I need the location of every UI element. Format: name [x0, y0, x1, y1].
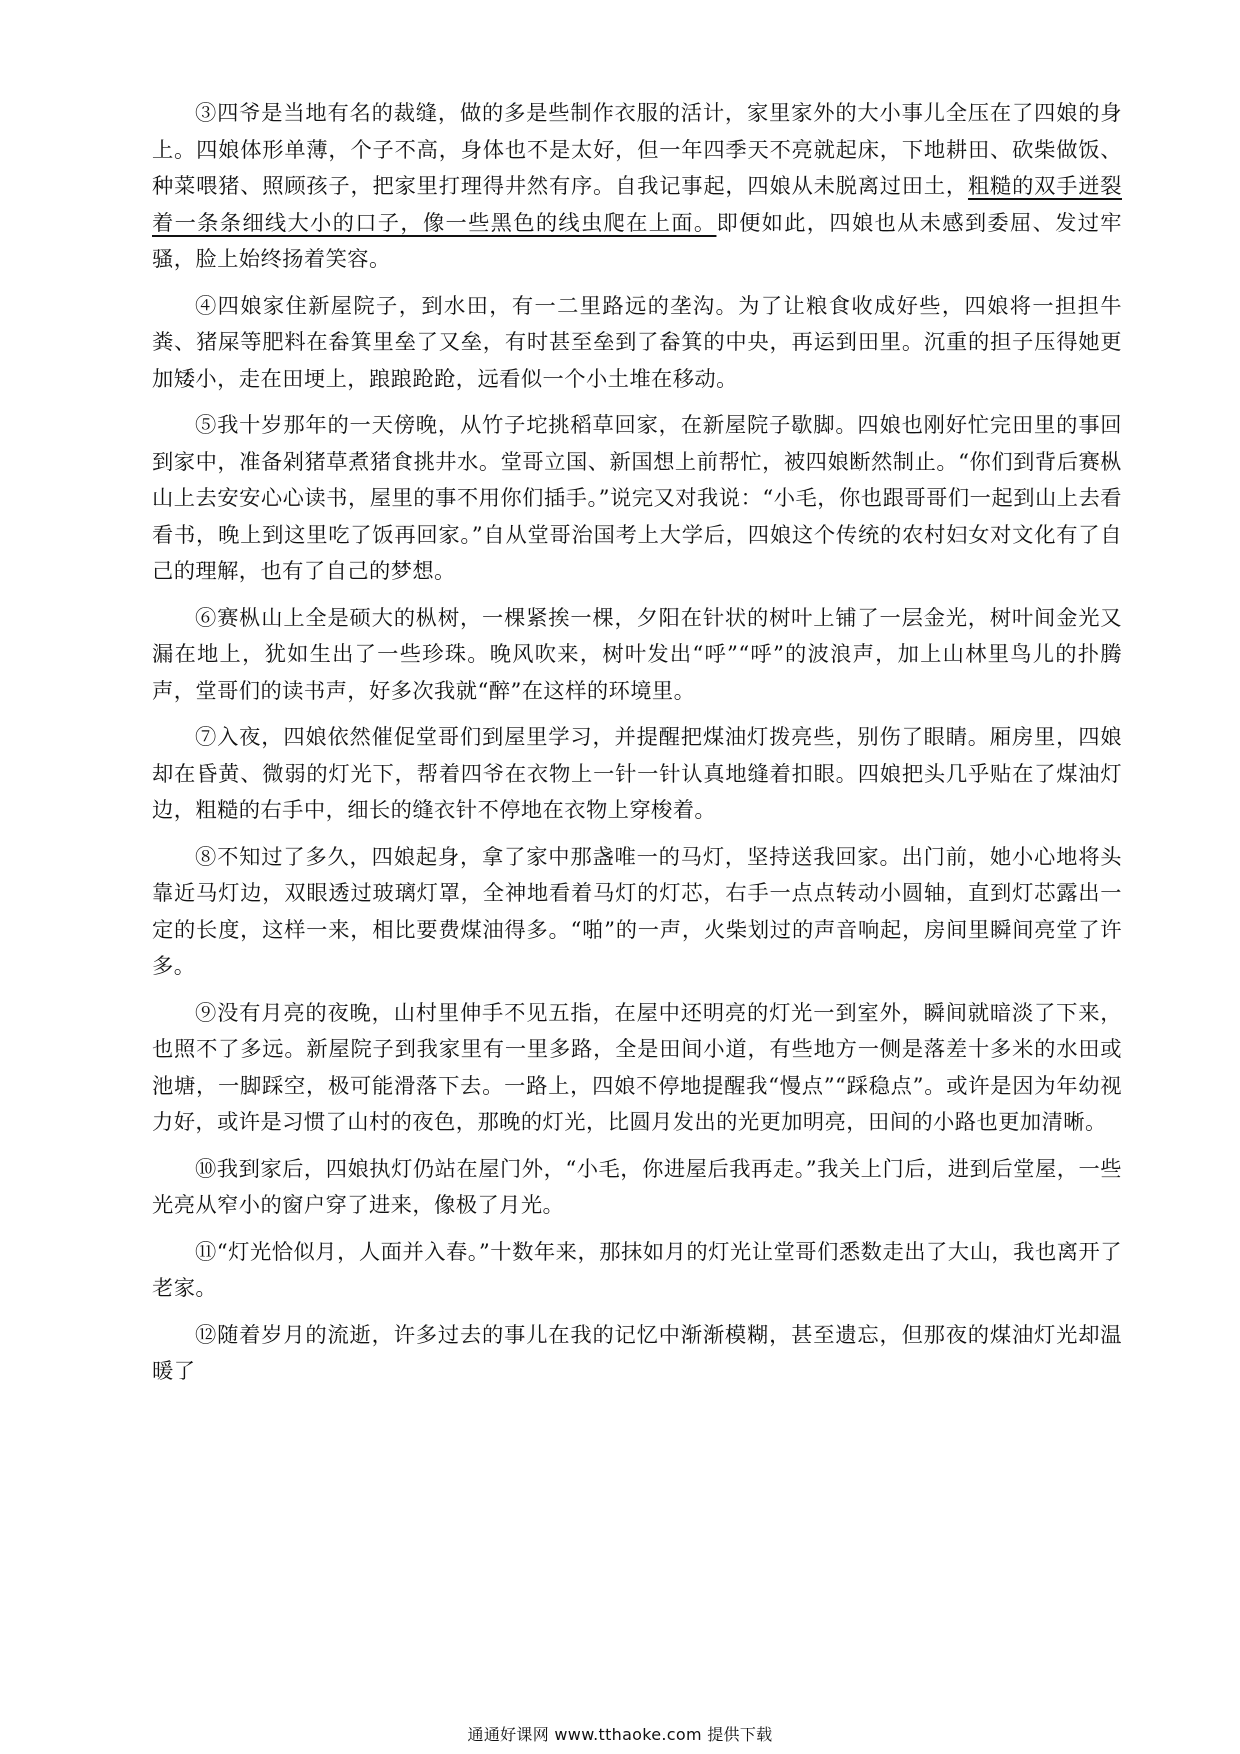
paragraph-9: ⑨没有月亮的夜晚，山村里伸手不见五指，在屋中还明亮的灯光一到室外，瞬间就暗淡了下来，也照不了多远。新屋院子到我家里有一里多路，全是田间小道，有些地方一侧是落差十多米的水田或池塘，一脚踩空，极可能滑落下去。一路上，四娘不停地提醒我“慢点”“踩稳点”。或许是因为年幼视力好，或许是习惯了山村的夜色，那晚的灯光，比圆月发出的光更加明亮，田间的小路也更加清晰。 — [152, 1000, 1122, 1135]
paragraph-3-text-before: ③四爷是当地有名的裁缝，做的多是些制作衣服的活计，家里家外的大小事儿全压在了四娘的身上。四娘体形单薄，个子不高，身体也不是太好，但一年四季天不亮就起床，下地耕田、砍柴做饭、种菜喂猪、照顾孩子，把家里打理得井然有序。自我记事起，四娘从未脱离过田土， — [152, 101, 1122, 199]
paragraph-6: ⑥赛枞山上全是硕大的枞树，一棵紧挨一棵，夕阳在针状的树叶上铺了一层金光，树叶间金光又漏在地上，犹如生出了一些珍珠。晚风吹来，树叶发出“呼”“呼”的波浪声，加上山林里鸟儿的扑腾声，堂哥们的读书声，好多次我就“醉”在这样的环境里。 — [152, 605, 1122, 704]
paragraph-8: ⑧不知过了多久，四娘起身，拿了家中那盏唯一的马灯，坚持送我回家。出门前，她小心地将头靠近马灯边，双眼透过玻璃灯罩，全神地看着马灯的灯芯，右手一点点转动小圆轴，直到灯芯露出一定的长度，这样一来，相比要费煤油得多。“啪”的一声，火柴划过的声音响起，房间里瞬间亮堂了许多。 — [152, 844, 1122, 979]
paragraph-11: ⑪“灯光恰似月，人面并入春。”十数年来，那抹如月的灯光让堂哥们悉数走出了大山，我也离开了老家。 — [152, 1239, 1122, 1301]
paragraph-10: ⑩我到家后，四娘执灯仍站在屋门外，“小毛，你进屋后我再走。”我关上门后，进到后堂屋，一些光亮从窄小的窗户穿了进来，像极了月光。 — [152, 1156, 1122, 1218]
paragraph-12: ⑫随着岁月的流逝，许多过去的事儿在我的记忆中渐渐模糊，甚至遗忘，但那夜的煤油灯光却温暖了 — [152, 1322, 1122, 1384]
paragraph-5: ⑤我十岁那年的一天傍晚，从竹子坨挑稻草回家，在新屋院子歇脚。四娘也刚好忙完田里的事回到家中，准备剁猪草煮猪食挑井水。堂哥立国、新国想上前帮忙，被四娘断然制止。“你们到背后赛枞山上去安安心心读书，屋里的事不用你们插手。”说完又对我说：“小毛，你也跟哥哥们一起到山上去看看书，晚上到这里吃了饭再回家。”自从堂哥治国考上大学后，四娘这个传统的农村妇女对文化有了自己的理解，也有了自己的梦想。 — [152, 413, 1122, 584]
paragraph-4: ④四娘家住新屋院子，到水田，有一二里路远的垄沟。为了让粮食收成好些，四娘将一担担牛粪、猪屎等肥料在畚箕里垒了又垒，有时甚至垒到了畚箕的中央，再运到田里。沉重的担子压得她更加矮小，走在田埂上，踉踉跄跄，远看似一个小土堆在移动。 — [152, 293, 1122, 392]
underlined-sentence: 粗糙的双手迸裂着一条条细线大小的口子，像一些黑色的线虫爬在上面。 — [152, 174, 1122, 236]
paragraph-3 — [152, 96, 1122, 279]
paragraph-7: ⑦入夜，四娘依然催促堂哥们到屋里学习，并提醒把煤油灯拨亮些，别伤了眼睛。厢房里，四娘却在昏黄、微弱的灯光下，帮着四爷在衣物上一针一针认真地缝着扣眼。四娘把头几乎贴在了煤油灯边，粗糙的右手中，细长的缝衣针不停地在衣物上穿梭着。 — [152, 725, 1122, 823]
article-body — [152, 96, 1122, 1401]
page-footer: 通通好课网 www.tthaoke.com 提供下载 — [467, 1725, 773, 1744]
paragraph-3-text-after: 即便如此，四娘也从未感到委屈、发过牢骚，脸上始终扬着笑容。 — [152, 210, 1122, 272]
